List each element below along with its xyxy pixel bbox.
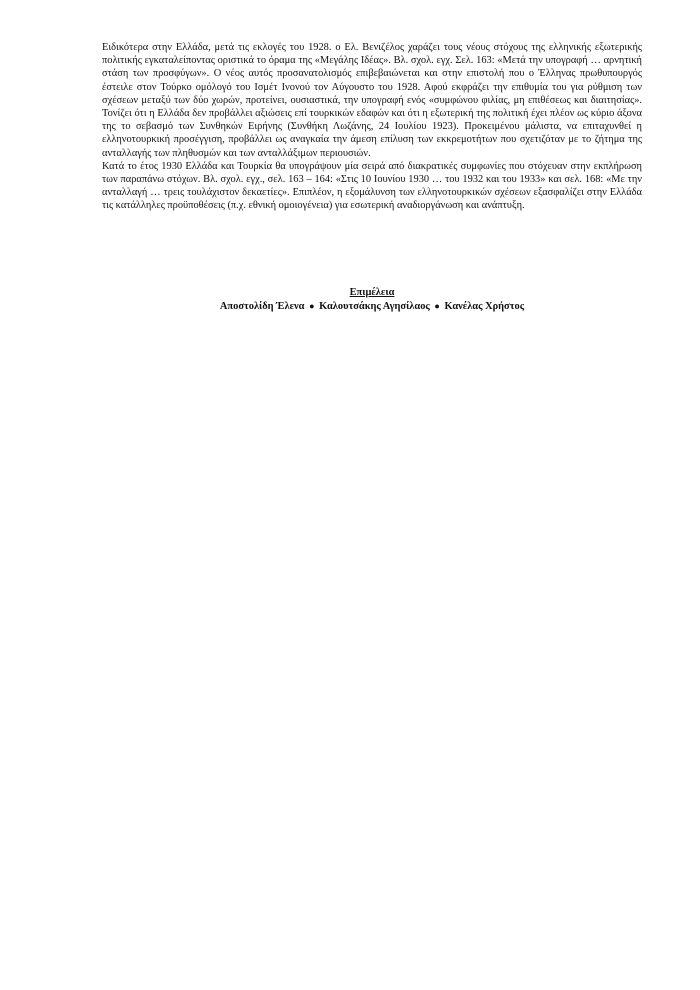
credit-name-1: Αποστολίδη Έλενα xyxy=(219,300,305,312)
paragraph-1: Ειδικότερα στην Ελλάδα, μετά τις εκλογές του 1928. ο Ελ. Βενιζέλος χαράζει τους νέους στόχους της ελληνικής εξωτερικής πολιτικής εγκαταλείποντας οριστικά το όραμα της «Μεγάλης Ιδέας». Βλ. σχολ. εγχ. Σελ. 163: «Μετά την υπογραφή … αρνητική στάση των προσφύγων». Ο νέος αυτός προσανατολισμός επιβεβαιώνεται και στην επιστολή που ο Έλληνας πρωθυπουργός έστειλε στον Τούρκο ομόλογό του Ισμέτ Ινονού τον Αύγουστο του 1928. Αφού εκφράζει την επιθυμία του για ρύθμιση των σχέσεων μεταξύ των δύο χωρών, προτείνει, ουσιαστικά, την υπογραφή ενός «συμφώνου φιλίας, μη επιθέσεως και διαιτησίας». Τονίζει ότι η Ελλάδα δεν προβάλλει αξιώσεις επί τουρκικών εδαφών και ότι η εξωτερική της πολιτική έχει πλέον ως κύριο άξονα της το σεβασμό των Συνθηκών Ειρήνης (Συνθήκη Λωζάνης, 24 Ιουλίου 1923). Προκειμένου μάλιστα, να επιταχυνθεί η ελληνοτουρκική προσέγγιση, προβάλλει ως αναγκαία την άμεση επίλυση των εκκρεμοτήτων που σχετιζόταν με το ζήτημα της ανταλλαγής των πληθυσμών και των ανταλλάξιμων περιουσιών. xyxy=(102,42,642,159)
credits-section xyxy=(102,286,642,313)
credits-title: Επιμέλεια xyxy=(349,287,395,298)
paragraph-2: Κατά το έτος 1930 Ελλάδα και Τουρκία θα υπογράψουν μία σειρά από διακρατικές συμφωνίες που στόχευαν στην εκπλήρωση των παραπάνω στόχων. Βλ. σχολ. εγχ., σελ. 163 – 164: «Στις 10 Ιουνίου 1930 … του 1932 και του 1933» και σελ. 168: «Με την ανταλλαγή … τρεις τουλάχιστον δεκαετίες». Επιπλέον, η εξομάλυνση των ελληνοτουρκικών σχέσεων εξασφαλίζει στην Ελλάδα τις κατάλληλες προϋποθέσεις (π.χ. εθνική ομοιογένεια) για εσωτερική αναδιοργάνωση και ανάπτυξη. xyxy=(102,160,642,212)
bullet-separator-2: ● xyxy=(434,300,440,311)
bullet-separator-1: ● xyxy=(309,300,315,311)
credit-name-3: Κανέλας Χρήστος xyxy=(444,300,525,312)
credits-names xyxy=(102,300,642,314)
credit-name-2: Καλουτσάκης Αγησίλαος xyxy=(319,300,430,312)
body-text xyxy=(102,41,642,213)
